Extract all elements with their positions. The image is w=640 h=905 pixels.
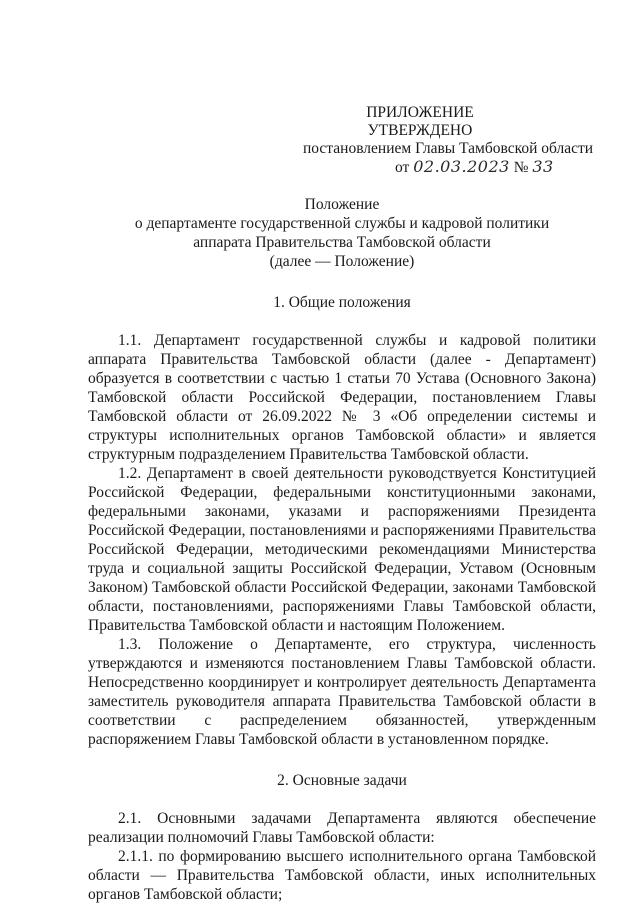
title-line-3: аппарата Правительства Тамбовской области — [193, 234, 491, 251]
title-line-2: о департаменте государственной службы и кадровой политики — [134, 215, 550, 232]
paragraph-2-1-1: 2.1.1. по формированию высшего исполнительного органа Тамбовской области — Правительства Тамбовской области, иных исполнительных органов Тамбовской области; — [88, 848, 596, 903]
section-heading-2: 2. Основные задачи — [277, 772, 407, 789]
handwritten-date: 02.03.2023 — [413, 157, 510, 176]
document-body — [88, 195, 596, 904]
approval-decree-line: постановлением Главы Тамбовской области — [303, 140, 594, 157]
section-heading-1: 1. Общие положения — [273, 294, 411, 311]
paragraph-1-1: 1.1. Департамент государственной службы и кадровой политики аппарата Правительства Тамбовской области (далее - Департамент) образуется в соответствии с частью 1 статьи 70 Устава (Основного Закона) Тамбовской области Российской Федерации, постановлением Главы Тамбовской области от 26.09.2022 № 3 «Об определении системы и структуры исполнительных органов Тамбовской области» и является структурным подразделением Правительства Тамбовской области. — [88, 332, 596, 463]
date-prefix: от — [395, 159, 410, 176]
paragraph-1-3: 1.3. Положение о Департаменте, его структура, численность утверждаются и изменяются постановлением Главы Тамбовской области. Непосредственно координирует и контролирует деятельность Департамента заместитель руководителя аппарата Правительства Тамбовской области в соответствии с распределением обязанностей, утвержденным распоряжением Главы Тамбовской области в установленном порядке. — [88, 636, 596, 748]
appendix-label: ПРИЛОЖЕНИЕ — [366, 104, 474, 121]
approval-date-line — [395, 158, 600, 177]
approved-label: УТВЕРЖДЕНО — [367, 122, 473, 139]
title-line-1: Положение — [304, 196, 380, 213]
document-title — [88, 195, 596, 271]
paragraph-1-2: 1.2. Департамент в своей деятельности руководствуется Конституцией Российской Федерации, федеральными конституционными законами, федеральными законами, указами и распоряжениями Президента Российской Федерации, постановлениями и распоряжениями Правительства Российской Федерации, методическими рекомендациями Министерства труда и социальной защиты Российской Федерации, Уставом (Основным Законом) Тамбовской области Российской Федерации, законами Тамбовской области, постановлениями, распоряжениями Главы Тамбовской области, Правительства Тамбовской области и настоящим Положением. — [88, 465, 596, 634]
handwritten-number: 33 — [532, 157, 554, 176]
title-line-4: (далее — Положение) — [269, 253, 415, 270]
number-prefix: № — [513, 159, 529, 176]
paragraph-2-1: 2.1. Основными задачами Департамента являются обеспечение реализации полномочий Главы Тамбовской области: — [88, 810, 596, 846]
approval-block — [300, 104, 600, 177]
